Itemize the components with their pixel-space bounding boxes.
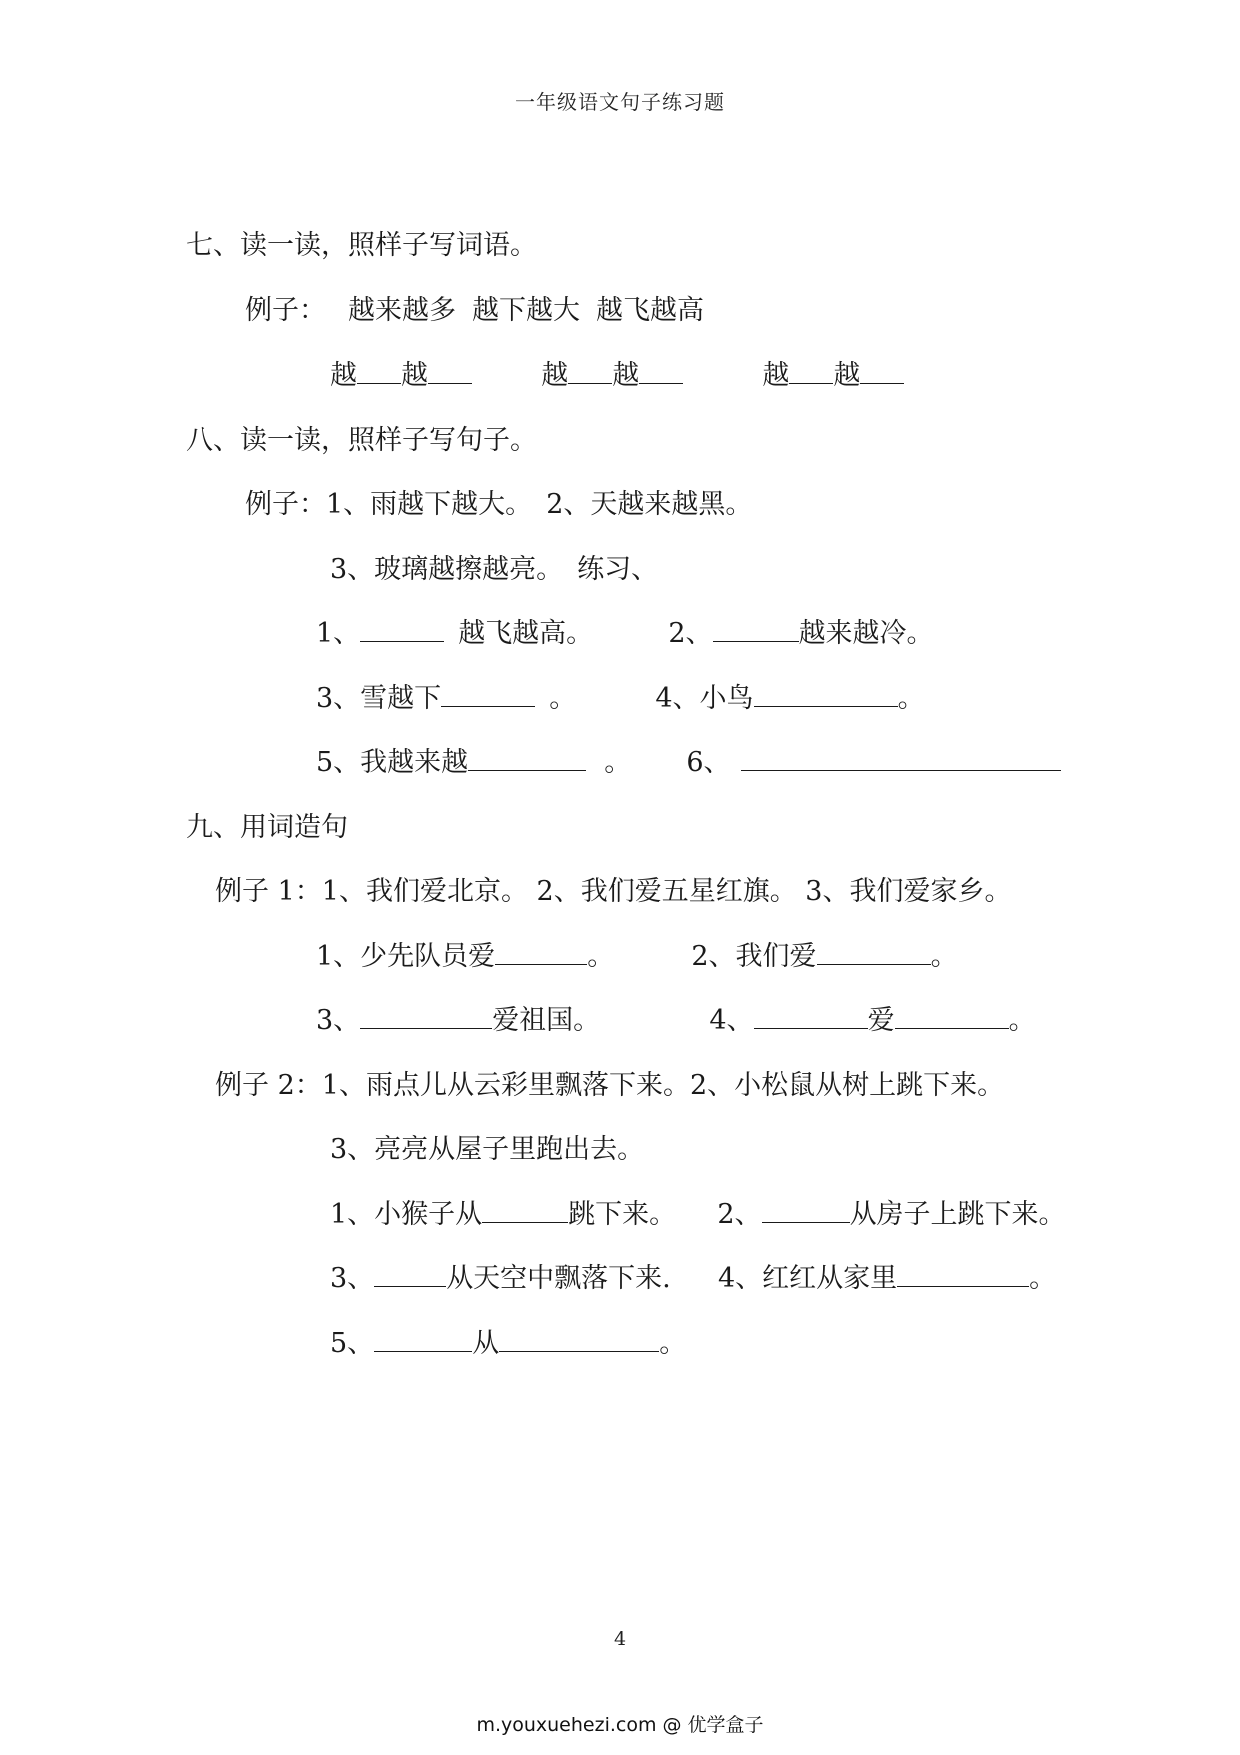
section-8-question-row-2 [316, 679, 925, 719]
question-text: 从天空中飘落下来. [446, 1263, 671, 1294]
question-number: 3、 [330, 1263, 375, 1294]
section-9-practice-1-row-2 [316, 1001, 1036, 1041]
example-word: 越来越多 [348, 295, 456, 326]
section-9-practice-2-row-1 [330, 1195, 1066, 1235]
blank[interactable] [360, 1002, 492, 1029]
section-9-practice-2-row-2 [330, 1259, 1056, 1299]
question-text: 。 [659, 1328, 687, 1359]
question-text: 爱祖国。 [492, 1005, 601, 1036]
blank[interactable] [860, 357, 904, 384]
example-label: 例子： [245, 295, 326, 326]
char: 越 [541, 360, 569, 391]
section-9-practice-2-row-3 [330, 1324, 686, 1364]
example-word: 越飞越高 [596, 295, 704, 326]
question-number: 5、 [330, 1328, 375, 1359]
section-8-question-row-1 [316, 614, 934, 654]
section-8-question-row-3 [316, 743, 1061, 783]
blank[interactable] [639, 357, 683, 384]
page-header: 一年级语文句子练习题 [515, 90, 725, 114]
char: 越 [330, 360, 357, 391]
section-7-heading: 七、读一读，照样子写词语。 [186, 230, 537, 261]
blank[interactable] [495, 938, 587, 965]
question-text: 。 [587, 941, 615, 972]
question-text: 。 [897, 683, 925, 714]
question-text: 4、小鸟 [655, 683, 754, 714]
example-sentence: 3、玻璃越擦越亮。 [330, 554, 564, 585]
section-8-example-line [245, 485, 752, 525]
blank[interactable] [428, 357, 472, 384]
blank[interactable] [754, 1002, 868, 1029]
page-number: 4 [613, 1628, 627, 1650]
question-number: 1、 [316, 618, 361, 649]
blank[interactable] [568, 357, 612, 384]
example-sentences: 1、我们爱北京。 2、我们爱五星红旗。 3、我们爱家乡。 [321, 876, 1012, 907]
question-text: 越来越冷。 [798, 618, 934, 649]
example-sentences: 1、雨点儿从云彩里飘落下来。2、小松鼠从树上跳下来。 [321, 1070, 1005, 1101]
blank[interactable] [357, 357, 401, 384]
section-8-example-line-2 [330, 550, 658, 590]
blank[interactable] [713, 615, 799, 642]
question-text: 。 [930, 941, 958, 972]
blank[interactable] [374, 1325, 472, 1352]
question-text: 从 [472, 1328, 500, 1359]
blank[interactable] [897, 1260, 1029, 1287]
question-number: 2、 [717, 1199, 762, 1230]
question-number: 6、 [686, 747, 731, 778]
example-word: 越下越大 [472, 295, 580, 326]
question-text: 3、雪越下 [316, 683, 442, 714]
char: 越 [401, 360, 428, 391]
question-text: 。 [1008, 1005, 1036, 1036]
char: 越 [762, 360, 790, 391]
question-number: 4、 [709, 1005, 754, 1036]
char: 越 [833, 360, 861, 391]
blank[interactable] [441, 680, 535, 707]
section-9-example-2-line-2: 3、亮亮从屋子里跑出去。 [330, 1134, 645, 1165]
question-text: 2、我们爱 [691, 941, 817, 972]
question-text: 。 [604, 747, 632, 778]
blank[interactable] [374, 1260, 446, 1287]
blank[interactable] [817, 938, 931, 965]
question-text: 爱 [867, 1005, 895, 1036]
question-text: 1、少先队员爱 [316, 941, 496, 972]
question-text: 跳下来。 [568, 1199, 677, 1230]
blank[interactable] [895, 1002, 1009, 1029]
question-text: 越飞越高。 [458, 618, 594, 649]
blank[interactable] [741, 744, 1061, 771]
section-7-example-line [245, 291, 704, 331]
example-sentence: 2、天越来越黑。 [546, 489, 753, 520]
question-text: 。 [549, 683, 577, 714]
example-label: 例子 1： [215, 876, 322, 907]
blank[interactable] [762, 1196, 850, 1223]
question-text: 。 [1029, 1263, 1057, 1294]
question-text: 5、我越来越 [316, 747, 469, 778]
section-9-practice-1-row-1 [316, 937, 958, 977]
example-label: 例子 2： [215, 1070, 322, 1101]
blank[interactable] [499, 1325, 659, 1352]
question-number: 2、 [668, 618, 713, 649]
footer-watermark: m.youxuehezi.com @ 优学盒子 [476, 1714, 764, 1736]
question-text: 4、红红从家里 [717, 1263, 898, 1294]
blank[interactable] [482, 1196, 568, 1223]
blank[interactable] [468, 744, 586, 771]
section-9-heading: 九、用词造句 [186, 812, 348, 843]
example-sentence: 1、雨越下越大。 [326, 489, 533, 520]
question-text: 1、小猴子从 [330, 1199, 483, 1230]
section-9-example-1 [215, 872, 1011, 912]
char: 越 [612, 360, 640, 391]
section-9-example-2 [215, 1066, 1004, 1106]
blank[interactable] [754, 680, 898, 707]
section-8-heading: 八、读一读，照样子写句子。 [186, 425, 537, 456]
practice-label: 练习、 [577, 554, 659, 585]
question-text: 从房子上跳下来。 [849, 1199, 1066, 1230]
example-label: 例子： [245, 489, 326, 520]
blank[interactable] [789, 357, 833, 384]
blank[interactable] [360, 615, 444, 642]
section-7-practice-line [330, 356, 904, 396]
question-number: 3、 [316, 1005, 361, 1036]
